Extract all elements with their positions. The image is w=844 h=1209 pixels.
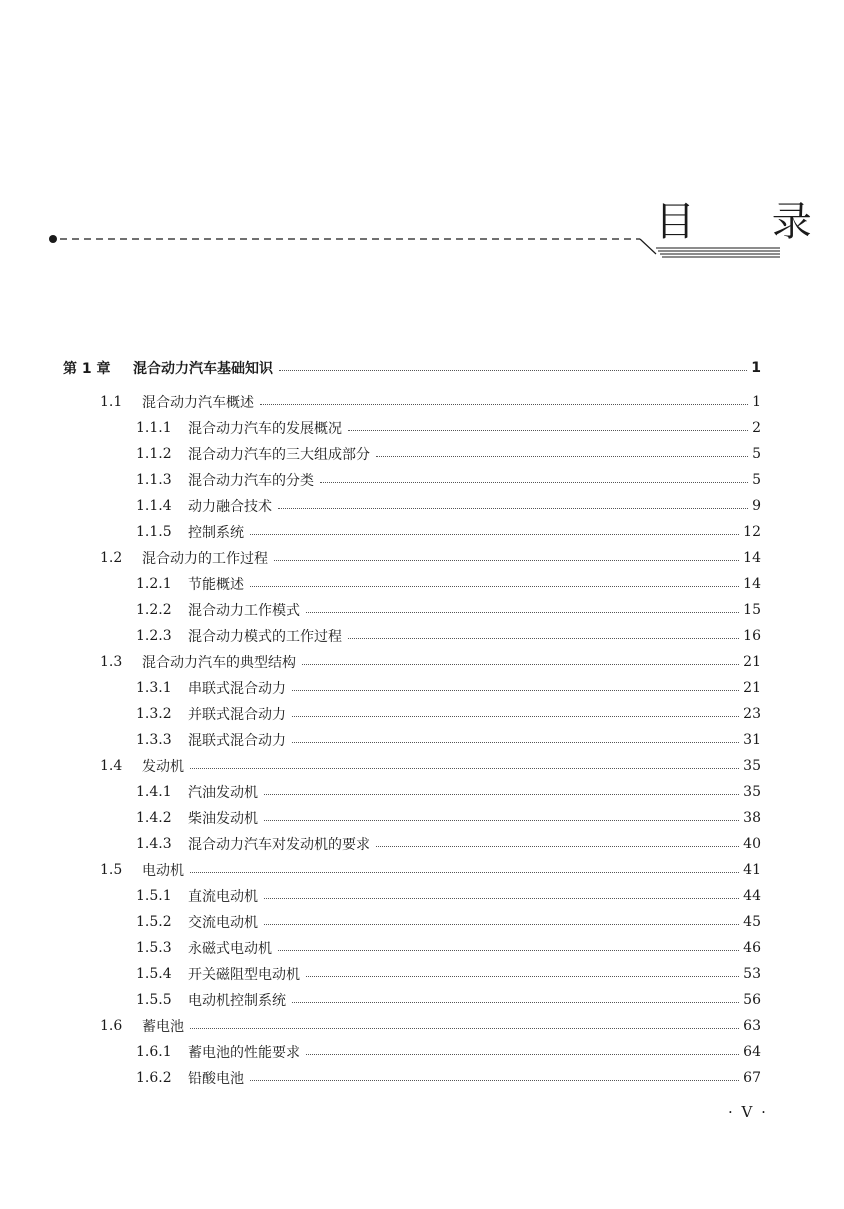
toc-leader-dots (190, 767, 739, 769)
toc-entry[interactable] (136, 728, 761, 752)
toc-leader-dots (264, 793, 739, 795)
toc-entry-title: 并联式混合动力 (188, 707, 286, 723)
toc-entry-page: 14 (743, 576, 761, 592)
toc-entry[interactable] (136, 442, 761, 466)
toc-leader-dots (292, 715, 739, 717)
toc-entry-title: 混合动力汽车的发展概况 (188, 421, 342, 437)
toc-entry[interactable] (100, 858, 761, 882)
toc-leader-dots (292, 1001, 739, 1003)
toc-leader-dots (279, 369, 747, 371)
toc-entry-title: 控制系统 (188, 525, 244, 541)
toc-entry-page: 9 (752, 498, 761, 514)
toc-entry-page: 35 (743, 784, 761, 800)
toc-entry-title: 汽油发动机 (188, 785, 258, 801)
toc-entry-page: 1 (752, 394, 761, 410)
toc-entry[interactable] (100, 754, 761, 778)
toc-entry[interactable] (136, 572, 761, 596)
toc-entry-page: 64 (743, 1044, 761, 1060)
toc-entry[interactable] (100, 650, 761, 674)
toc-entry-page: 44 (743, 888, 761, 904)
toc-entry-number: 1.3.2 (136, 706, 172, 722)
toc-entry[interactable] (136, 884, 761, 908)
toc-entry-page: 14 (743, 550, 761, 566)
toc-entry[interactable] (136, 1040, 761, 1064)
toc-entry[interactable] (63, 356, 761, 380)
toc-entry-number: 1.4 (100, 758, 123, 774)
toc-entry-page: 2 (752, 420, 761, 436)
toc-entry-title: 混合动力汽车对发动机的要求 (188, 837, 370, 853)
toc-entry-title: 蓄电池 (142, 1019, 184, 1035)
toc-entry-number: 1.4.2 (136, 810, 172, 826)
toc-leader-dots (348, 429, 748, 431)
toc-leader-dots (306, 1053, 739, 1055)
toc-entry-title: 混合动力汽车的三大组成部分 (188, 447, 370, 463)
toc-entry-number: 1.5.3 (136, 940, 172, 956)
toc-entry-title: 节能概述 (188, 577, 244, 593)
toc-leader-dots (264, 897, 739, 899)
toc-entry-number: 1.2 (100, 550, 123, 566)
toc-entry[interactable] (136, 988, 761, 1012)
toc-leader-dots (190, 871, 739, 873)
toc-entry-number: 1.6.2 (136, 1070, 172, 1086)
toc-entry[interactable] (136, 1066, 761, 1090)
toc-entry-title: 混合动力汽车概述 (142, 395, 254, 411)
toc-entry-title: 动力融合技术 (188, 499, 272, 515)
toc-entry-title: 发动机 (142, 759, 184, 775)
toc-leader-dots (292, 689, 739, 691)
toc-entry[interactable] (136, 806, 761, 830)
toc-entry-number: 1.5.1 (136, 888, 172, 904)
toc-entry-number: 1.4.3 (136, 836, 172, 852)
toc-entry[interactable] (136, 598, 761, 622)
toc-entry[interactable] (136, 910, 761, 934)
toc-entry-title: 混合动力的工作过程 (142, 551, 268, 567)
toc-leader-dots (278, 949, 739, 951)
rule-bullet-dot (49, 235, 57, 243)
toc-leader-dots (302, 663, 739, 665)
toc-leader-dots (306, 611, 739, 613)
toc-entry-number: 1.5.4 (136, 966, 172, 982)
toc-entry-page: 38 (743, 810, 761, 826)
toc-entry-title: 直流电动机 (188, 889, 258, 905)
toc-entry-page: 56 (743, 992, 761, 1008)
toc-entry-page: 21 (743, 654, 761, 670)
toc-leader-dots (320, 481, 748, 483)
toc-entry-title: 铅酸电池 (188, 1071, 244, 1087)
toc-entry[interactable] (136, 702, 761, 726)
toc-leader-dots (278, 507, 748, 509)
toc-leader-dots (250, 1079, 739, 1081)
toc-entry-title: 交流电动机 (188, 915, 258, 931)
toc-entry-number: 1.6.1 (136, 1044, 172, 1060)
toc-entry-page: 16 (743, 628, 761, 644)
toc-entry-number: 1.6 (100, 1018, 123, 1034)
toc-entry-number: 1.5.2 (136, 914, 172, 930)
toc-leader-dots (190, 1027, 739, 1029)
header-dashed-rule (0, 228, 816, 268)
toc-leader-dots (274, 559, 739, 561)
toc-leader-dots (376, 845, 739, 847)
toc-entry-page: 21 (743, 680, 761, 696)
toc-entry-title: 电动机控制系统 (188, 993, 286, 1009)
toc-entry-number: 1.2.3 (136, 628, 172, 644)
toc-leader-dots (264, 819, 739, 821)
toc-leader-dots (250, 585, 739, 587)
toc-entry-page: 5 (752, 446, 761, 462)
toc-entry-page: 35 (743, 758, 761, 774)
toc-entry-title: 混合动力汽车基础知识 (133, 361, 273, 377)
toc-entry-page: 12 (743, 524, 761, 540)
toc-entry-title: 永磁式电动机 (188, 941, 272, 957)
toc-entry-number: 1.1.2 (136, 446, 172, 462)
toc-entry-number: 1.2.2 (136, 602, 172, 618)
toc-leader-dots (348, 637, 739, 639)
toc-entry-page: 40 (743, 836, 761, 852)
toc-entry-number: 第 1 章 (63, 361, 111, 377)
toc-entry-number: 1.1 (100, 394, 123, 410)
toc-entry-page: 23 (743, 706, 761, 722)
toc-entry[interactable] (136, 416, 761, 440)
toc-entry-number: 1.1.1 (136, 420, 172, 436)
page-number: · V · (728, 1103, 768, 1121)
toc-entry-title: 开关磁阻型电动机 (188, 967, 300, 983)
toc-entry[interactable] (136, 936, 761, 960)
toc-entry-number: 1.3.1 (136, 680, 172, 696)
toc-entry-number: 1.3.3 (136, 732, 172, 748)
toc-entry-page: 41 (743, 862, 761, 878)
toc-entry-title: 蓄电池的性能要求 (188, 1045, 300, 1061)
toc-entry-title: 混合动力工作模式 (188, 603, 300, 619)
toc-leader-dots (260, 403, 748, 405)
toc-entry-title: 电动机 (142, 863, 184, 879)
toc-entry[interactable] (136, 624, 761, 648)
toc-leader-dots (306, 975, 739, 977)
toc-entry-title: 混合动力汽车的典型结构 (142, 655, 296, 671)
toc-entry-page: 63 (743, 1018, 761, 1034)
toc-entry-page: 45 (743, 914, 761, 930)
toc-entry[interactable] (136, 676, 761, 700)
toc-entry[interactable] (100, 546, 761, 570)
toc-entry[interactable] (136, 832, 761, 856)
toc-entry-page: 46 (743, 940, 761, 956)
toc-leader-dots (292, 741, 739, 743)
toc-leader-dots (264, 923, 739, 925)
toc-entry-page: 53 (743, 966, 761, 982)
toc-entry-page: 15 (743, 602, 761, 618)
toc-entry-page: 1 (751, 360, 761, 376)
toc-entry-number: 1.1.4 (136, 498, 172, 514)
toc-entry[interactable] (136, 780, 761, 804)
toc-entry[interactable] (136, 468, 761, 492)
toc-entry-title: 混联式混合动力 (188, 733, 286, 749)
toc-entry[interactable] (136, 962, 761, 986)
toc-entry-number: 1.3 (100, 654, 123, 670)
toc-entry-title: 混合动力模式的工作过程 (188, 629, 342, 645)
toc-entry-title: 串联式混合动力 (188, 681, 286, 697)
toc-entry-page: 5 (752, 472, 761, 488)
toc-entry-number: 1.2.1 (136, 576, 172, 592)
toc-entry-number: 1.5 (100, 862, 123, 878)
toc-entry-page: 31 (743, 732, 761, 748)
toc-entry-number: 1.1.3 (136, 472, 172, 488)
page-title: 目 录 (655, 199, 844, 245)
toc-entry[interactable] (100, 390, 761, 414)
toc-leader-dots (376, 455, 748, 457)
toc-entry-title: 柴油发动机 (188, 811, 258, 827)
toc-entry-page: 67 (743, 1070, 761, 1086)
toc-entry[interactable] (136, 494, 761, 518)
toc-entry[interactable] (100, 1014, 761, 1038)
toc-entry-title: 混合动力汽车的分类 (188, 473, 314, 489)
toc-entry[interactable] (136, 520, 761, 544)
toc-entry-number: 1.1.5 (136, 524, 172, 540)
toc-leader-dots (250, 533, 739, 535)
toc-entry-number: 1.5.5 (136, 992, 172, 1008)
toc-entry-number: 1.4.1 (136, 784, 172, 800)
